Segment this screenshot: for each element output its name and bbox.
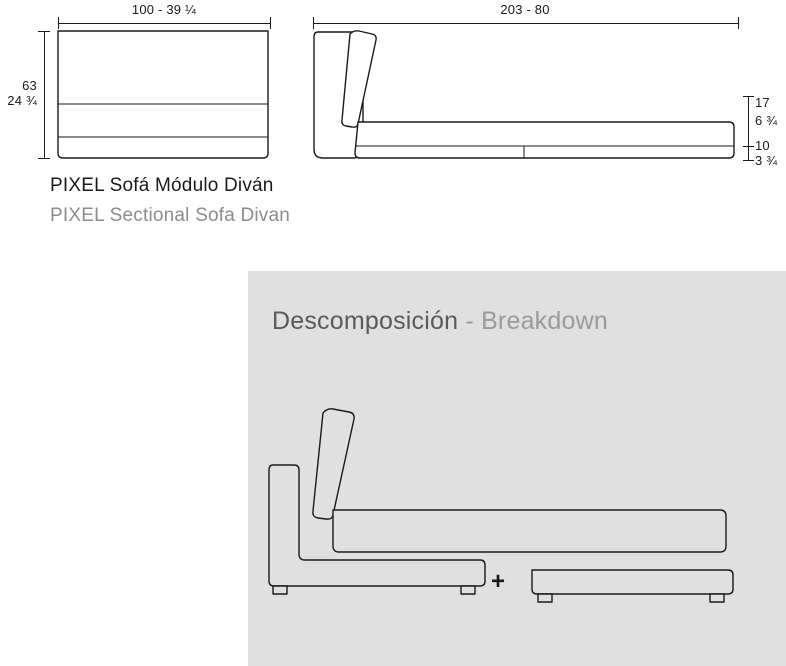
breakdown-title xyxy=(272,307,608,336)
side-length-dimension-line xyxy=(313,23,738,24)
front-width-dimension-line xyxy=(58,23,270,24)
front-width-label: 100 - 39 ¼ xyxy=(131,2,197,17)
front-height-tick-top xyxy=(38,31,50,32)
breakdown-base-module-drawing xyxy=(528,565,743,605)
seat-height-cm-label: 17 xyxy=(755,95,770,110)
front-height-cm-label: 63 xyxy=(22,78,37,93)
breakdown-title-en: Breakdown xyxy=(481,307,608,335)
side-length-label: 203 - 80 xyxy=(500,2,550,17)
base-height-in-label: 3 ¾ xyxy=(755,153,778,168)
side-view-drawing xyxy=(310,28,745,168)
seat-height-dimension-line xyxy=(748,96,749,146)
front-height-in-label: 24 ¾ xyxy=(7,93,37,108)
breakdown-title-separator: - xyxy=(465,307,474,335)
breakdown-title-es: Descomposición xyxy=(272,307,459,335)
seat-height-in-label: 6 ¾ xyxy=(755,113,778,128)
seat-height-tick-top xyxy=(743,96,754,97)
front-height-dimension-line xyxy=(44,31,45,158)
product-name-es: PIXEL Sofá Módulo Diván xyxy=(50,175,274,196)
front-height-tick-bottom xyxy=(38,158,50,159)
base-height-tick-top xyxy=(743,146,754,147)
front-view-drawing xyxy=(55,28,280,168)
base-height-cm-label: 10 xyxy=(755,138,770,153)
product-name-en: PIXEL Sectional Sofa Divan xyxy=(50,205,291,226)
plus-sign: + xyxy=(491,568,506,595)
base-height-tick-bottom xyxy=(743,160,754,161)
base-height-dimension-line xyxy=(748,146,749,160)
